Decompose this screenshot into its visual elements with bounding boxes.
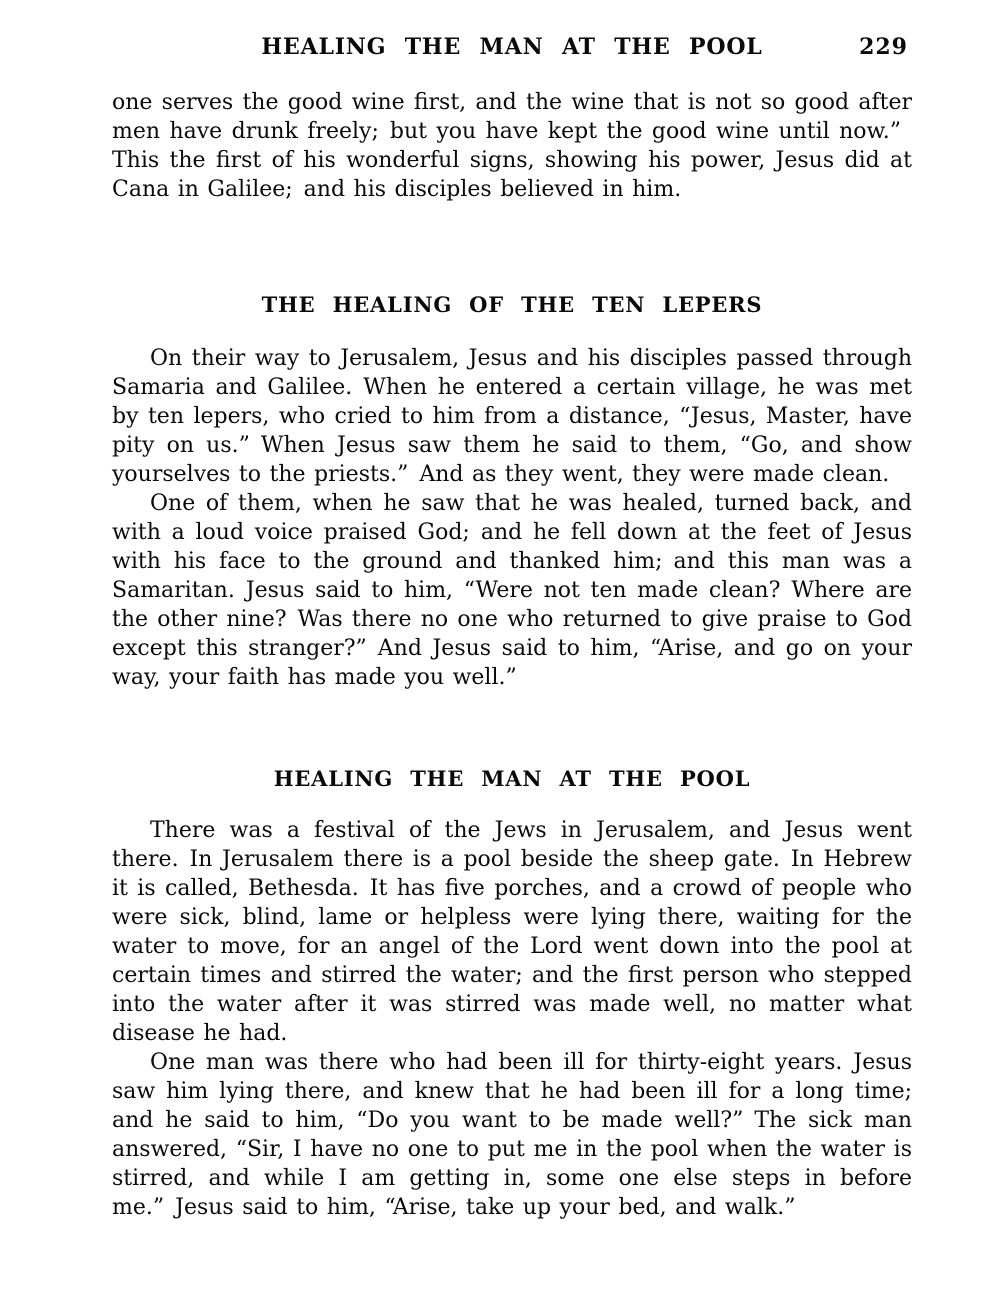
paragraph-lepers-2: One of them, when he saw that he was healed, turned back, and with a loud voice praised God; and he fell down at the feet of Jesus with his face to the ground and thanked him; and this man was a Samaritan. Jesus said to him, “Were not ten made clean? Where are the other nine? Was there no one who returned to give praise to God except this stranger?” And Jesus said to him, “Arise, and go on your way, your faith has made you well.” xyxy=(112,491,912,690)
section-heading-man-at-pool: HEALING THE MAN AT THE POOL xyxy=(273,766,751,791)
page-number: 229 xyxy=(859,34,908,60)
running-header xyxy=(112,34,912,60)
section-heading-ten-lepers: THE HEALING OF THE TEN LEPERS xyxy=(261,292,763,317)
paragraph-wine-continuation: one serves the good wine first, and the wine that is not so good after men have drunk freely; but you have kept the good wine until now.” This the first of his wonderful signs, showing his power, Jesus did at Cana in Galilee; and his disciples believed in him. xyxy=(112,90,912,202)
running-header-title: HEALING THE MAN AT THE POOL xyxy=(261,34,763,60)
paragraph-pool-2: One man was there who had been ill for thirty-eight years. Jesus saw him lying there, and knew that he had been ill for a long time; and he said to him, “Do you want to be made well?” The sick man answered, “Sir, I have no one to put me in the pool when the water is stirred, and while I am getting in, some one else steps in before me.” Jesus said to him, “Arise, take up your bed, and walk.” xyxy=(112,1050,912,1220)
paragraph-lepers-1: On their way to Jerusalem, Jesus and his disciples passed through Samaria and Galilee. When he entered a certain village, he was met by ten lepers, who cried to him from a distance, “Jesus, Master, have pity on us.” When Jesus saw them he said to them, “Go, and show yourselves to the priests.” And as they went, they were made clean. xyxy=(112,346,912,487)
paragraph-pool-1: There was a festival of the Jews in Jerusalem, and Jesus went there. In Jerusalem there is a pool beside the sheep gate. In Hebrew it is called, Bethesda. It has five porches, and a crowd of people who were sick, blind, lame or helpless were lying there, waiting for the water to move, for an angel of the Lord went down into the pool at certain times and stirred the water; and the first person who stepped into the water after it was stirred was made well, no matter what disease he had. xyxy=(112,818,912,1046)
